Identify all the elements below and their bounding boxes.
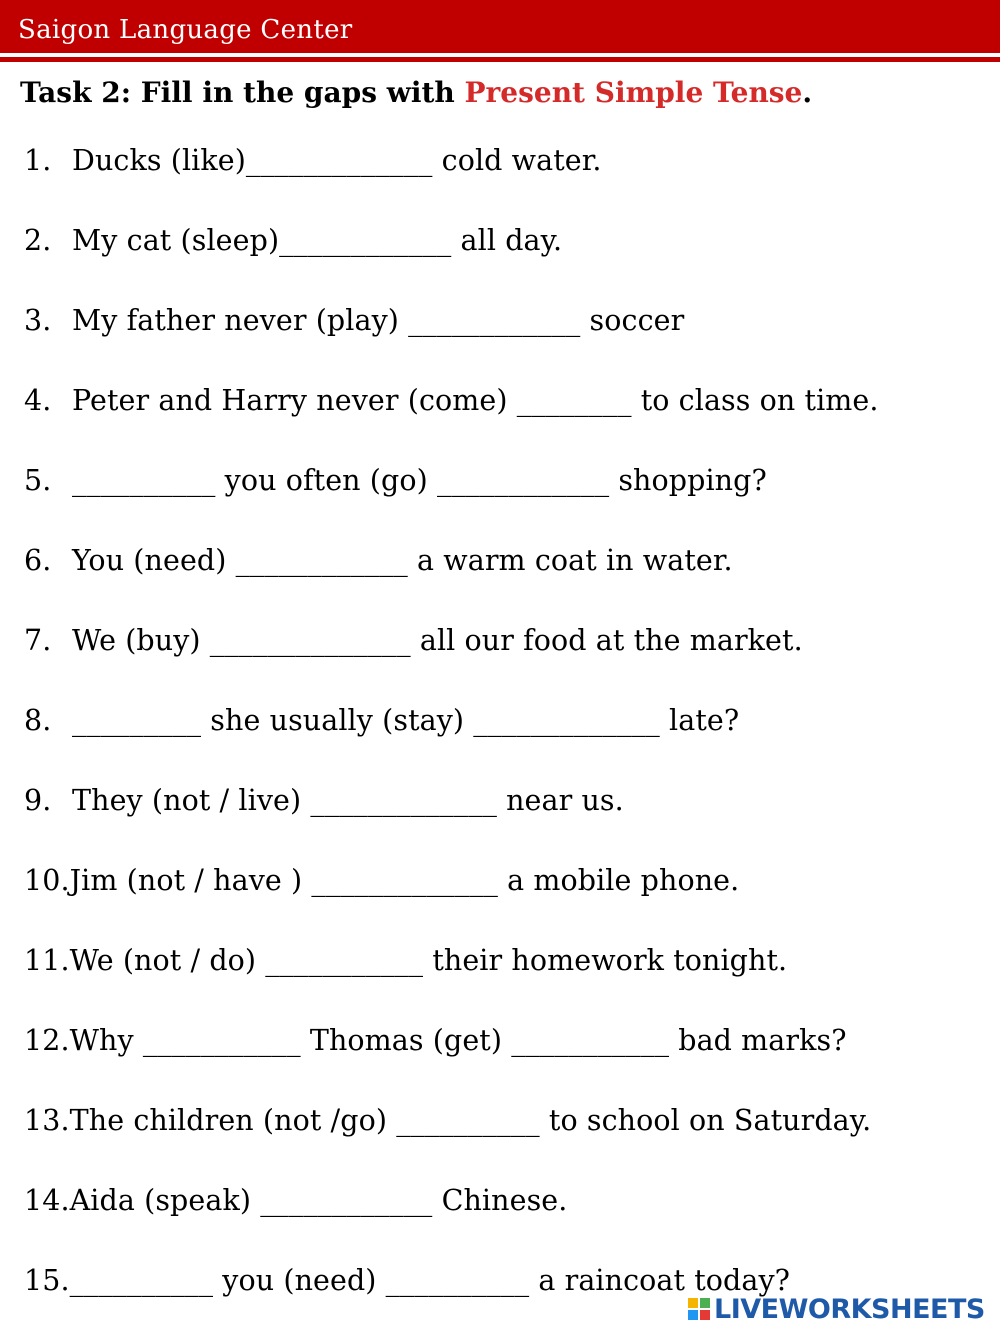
exercise-number: 1. — [24, 144, 52, 177]
task-title-prefix: Task 2: Fill in the gaps with — [20, 76, 465, 109]
logo-block — [688, 1310, 698, 1320]
exercise-text: Why ___________ Thomas (get) ___________ bad marks? — [69, 1024, 847, 1057]
exercise-text: _________ she usually (stay) _____________ late? — [72, 704, 740, 737]
exercise-item — [24, 464, 767, 504]
header-title: Saigon Language Center — [18, 15, 353, 45]
exercise-text: Aida (speak) ____________ Chinese. — [69, 1184, 568, 1217]
exercise-number: 13. — [24, 1104, 70, 1137]
exercise-item — [24, 624, 803, 664]
exercise-number: 4. — [24, 384, 52, 417]
exercise-item — [24, 784, 624, 824]
header-bar — [0, 0, 1000, 53]
task-title — [20, 76, 812, 109]
header-rule — [0, 57, 1000, 62]
exercise-number: 12. — [24, 1024, 70, 1057]
exercise-text: Peter and Harry never (come) ________ to class on time. — [72, 384, 879, 417]
liveworksheets-logo — [688, 1292, 985, 1326]
exercise-item — [24, 384, 879, 424]
task-title-suffix: . — [802, 76, 813, 109]
logo-text: LIVEWORKSHEETS — [714, 1293, 985, 1325]
exercise-number: 3. — [24, 304, 52, 337]
exercise-item — [24, 224, 562, 264]
exercise-text: My father never (play) ____________ soccer — [72, 304, 685, 337]
exercise-item — [24, 704, 739, 744]
exercise-number: 10. — [24, 864, 70, 897]
exercise-item — [24, 304, 684, 344]
exercise-text: We (not / do) ___________ their homework tonight. — [69, 944, 788, 977]
exercise-item — [24, 544, 733, 584]
exercise-text: Ducks (like)_____________ cold water. — [72, 144, 602, 177]
logo-block — [688, 1298, 698, 1308]
exercise-item — [24, 144, 602, 184]
exercise-number: 15. — [24, 1264, 70, 1297]
exercise-item — [24, 1024, 847, 1064]
exercise-text: __________ you often (go) ____________ shopping? — [72, 464, 767, 497]
exercise-text: __________ you (need) __________ a raincoat today? — [69, 1264, 791, 1297]
exercise-text: We (buy) ______________ all our food at the market. — [72, 624, 803, 657]
exercise-item — [24, 864, 739, 904]
exercise-item — [24, 1264, 790, 1304]
exercise-text: My cat (sleep)____________ all day. — [72, 224, 563, 257]
exercise-item — [24, 1184, 567, 1224]
exercise-text: You (need) ____________ a warm coat in water. — [72, 544, 733, 577]
exercise-number: 14. — [24, 1184, 70, 1217]
exercise-number: 6. — [24, 544, 52, 577]
exercise-number: 5. — [24, 464, 52, 497]
exercise-number: 9. — [24, 784, 52, 817]
logo-block — [700, 1310, 710, 1320]
logo-block — [700, 1298, 710, 1308]
exercise-number: 11. — [24, 944, 70, 977]
exercise-number: 8. — [24, 704, 52, 737]
exercise-text: The children (not /go) __________ to school on Saturday. — [69, 1104, 872, 1137]
exercise-text: They (not / live) _____________ near us. — [72, 784, 624, 817]
exercise-text: Jim (not / have ) _____________ a mobile phone. — [69, 864, 740, 897]
exercise-item — [24, 944, 787, 984]
exercise-number: 2. — [24, 224, 52, 257]
task-title-highlight: Present Simple Tense — [464, 76, 803, 109]
exercise-number: 7. — [24, 624, 52, 657]
exercise-item — [24, 1104, 871, 1144]
logo-blocks-icon — [688, 1298, 710, 1320]
